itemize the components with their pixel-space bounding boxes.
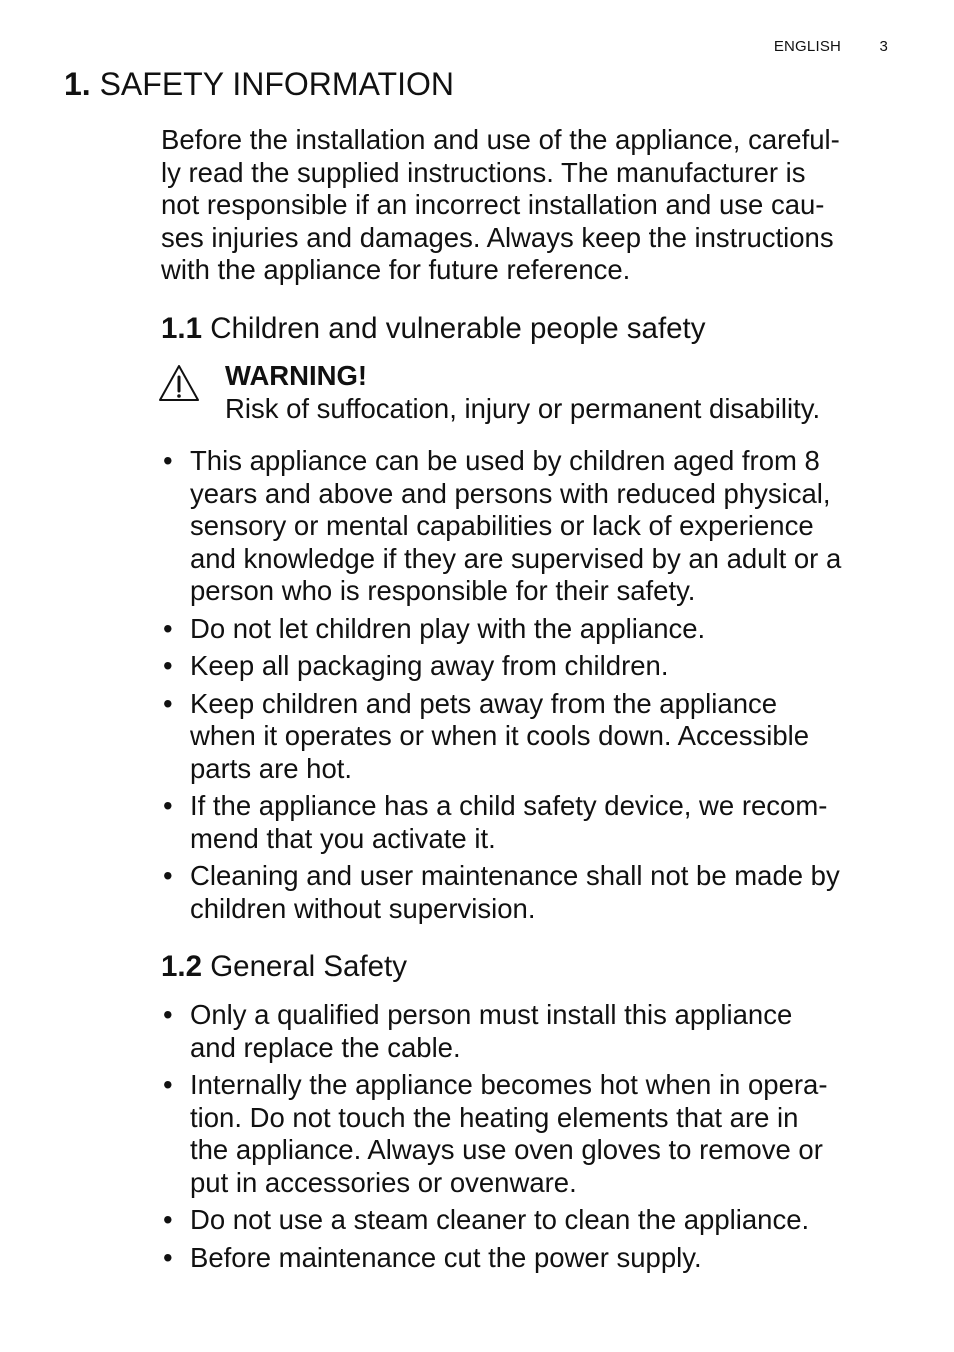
intro-line: not responsible if an incorrect installation and use cau-: [161, 189, 825, 220]
list-item: • Only a qualified person must install this appliance and replace the cable.: [163, 999, 793, 1063]
list-item: • Keep all packaging away from children.: [163, 650, 669, 681]
subsection-2-heading: [161, 950, 407, 984]
list-item: • Before maintenance cut the power supply.: [163, 1241, 702, 1273]
intro-paragraph: [161, 124, 901, 287]
general-safety-list: [161, 999, 901, 1279]
list-item: • Do not let children play with the appliance.: [163, 612, 706, 644]
section-number: 1.: [64, 66, 91, 102]
subsection-2-number: 1.2: [161, 950, 203, 983]
subsection-2-title: General Safety: [210, 950, 407, 983]
section-heading: [64, 66, 454, 103]
intro-line: ly read the supplied instructions. The manufacturer is: [161, 156, 806, 188]
children-safety-list: [161, 445, 901, 930]
page-number: 3: [879, 38, 888, 55]
subsection-1-heading: [161, 312, 706, 346]
intro-line: with the appliance for future reference.: [161, 254, 631, 285]
list-item: • Internally the appliance becomes hot when in opera- tion. Do not touch the heating elements that are in the appliance. Always use oven gloves to remove or put in accessories or ovenware.: [163, 1069, 828, 1198]
intro-line: ses injuries and damages. Always keep the instructions: [161, 221, 834, 253]
list-item: • This appliance can be used by children aged from 8 years and above and persons with reduced physical, sensory or mental capabilities or lack of experience and knowledge if they are supervised by an adult or a person who is responsible for their safety.: [163, 445, 842, 606]
list-item: • Cleaning and user maintenance shall not be made by children without supervision.: [163, 860, 840, 924]
warning-title: WARNING!: [225, 360, 368, 391]
subsection-1-number: 1.1: [161, 312, 203, 345]
section-title: SAFETY INFORMATION: [99, 66, 454, 102]
page-header: [774, 38, 888, 55]
warning-text: Risk of suffocation, injury or permanent disability.: [225, 393, 821, 424]
subsection-1-title: Children and vulnerable people safety: [210, 312, 706, 345]
warning-triangle-icon: [158, 364, 200, 402]
list-item: • Do not use a steam cleaner to clean the appliance.: [163, 1204, 810, 1235]
header-language: ENGLISH: [773, 38, 842, 55]
list-item: • If the appliance has a child safety device, we recom- mend that you activate it.: [163, 790, 828, 854]
intro-line: Before the installation and use of the appliance, careful-: [161, 124, 840, 155]
list-item: • Keep children and pets away from the appliance when it operates or when it cools down. Accessible parts are hot.: [163, 687, 810, 784]
